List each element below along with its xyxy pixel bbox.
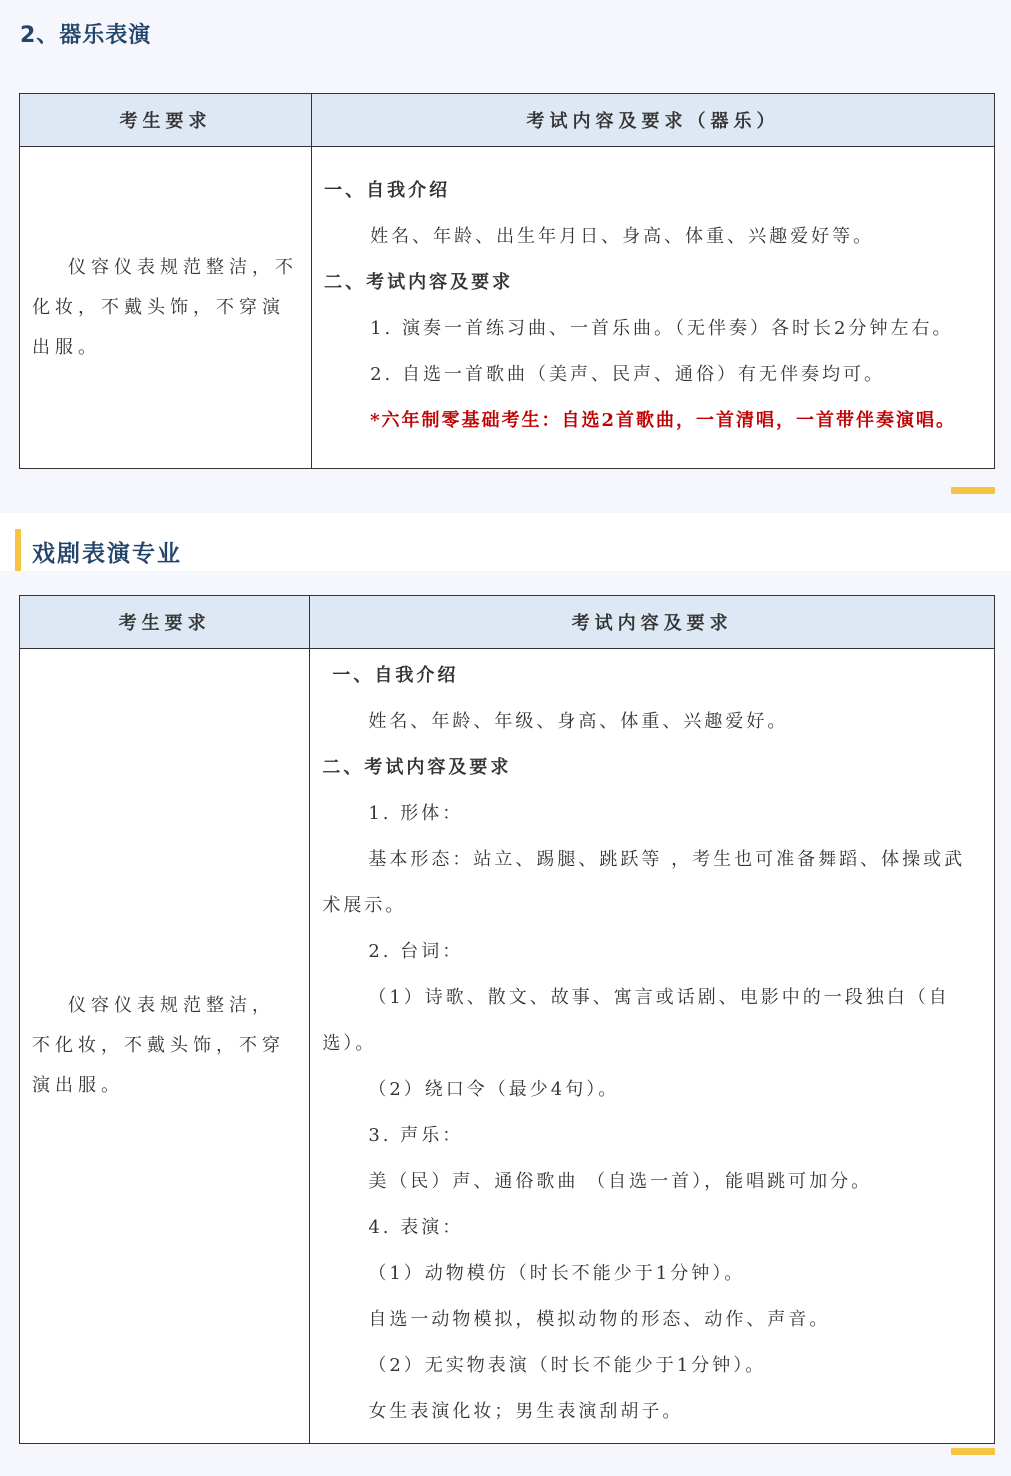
section-heading-drama: 戏剧表演专业 [32,541,182,567]
content-line: 基本形态：站立、踢腿、跳跃等 ，考生也可准备舞蹈、体操或武术展示。 [322,849,966,916]
content-line: 1. 形体： [368,803,464,824]
exam-content-cell [312,147,995,469]
content-line: （1）诗歌、散文、故事、寓言或话剧、电影中的一段独白（自选）。 [322,987,950,1054]
candidate-requirement-text [20,649,310,1444]
content-line: （2）绕口令（最少4句）。 [368,1079,620,1100]
column-header-content: 考试内容及要求（器乐） [312,94,995,147]
content-line: 3. 声乐： [368,1125,464,1146]
content-line: 美（民）声、通俗歌曲 （自选一首），能唱跳可加分。 [368,1171,873,1192]
column-header-content: 考试内容及要求 [310,596,995,649]
subheading-exam-content: 二、考试内容及要求 [322,757,512,778]
content-line: 2. 自选一首歌曲（美声、民声、通俗）有无伴奏均可。 [370,363,886,385]
content-line: （1）动物模仿（时长不能少于1分钟）。 [368,1263,746,1284]
table-row [20,649,995,1444]
section-heading-instrumental: 2、器乐表演 [20,23,152,48]
exam-content-cell [310,649,995,1444]
drama-requirements-table [19,595,995,1444]
subheading-self-intro: 一、自我介绍 [332,665,459,686]
content-line: 自选一动物模拟，模拟动物的形态、动作、声音。 [368,1309,831,1330]
accent-dash [951,1448,995,1455]
content-line: 姓名、年龄、年级、身高、体重、兴趣爱好。 [368,711,789,732]
content-line: （2）无实物表演（时长不能少于1分钟）。 [368,1355,767,1376]
content-line: 女生表演化妆；男生表演刮胡子。 [368,1401,684,1422]
content-line: 4. 表演： [368,1217,464,1238]
table-row [20,147,995,469]
content-line: 姓名、年龄、出生年月日、身高、体重、兴趣爱好等。 [370,225,875,247]
column-header-candidate: 考生要求 [20,94,312,147]
candidate-requirement-paragraph: 仪容仪表规范整洁，不化妆，不戴头饰，不穿演出服。 [32,995,285,1096]
section-marker-bar [15,529,21,571]
column-header-candidate: 考生要求 [20,596,310,649]
subheading-exam-content: 二、考试内容及要求 [324,271,514,293]
accent-dash [951,487,995,494]
candidate-requirement-text [20,147,312,469]
subheading-self-intro: 一、自我介绍 [324,179,451,201]
table-header-row [20,596,995,649]
table-header-row [20,94,995,147]
candidate-requirement-paragraph: 仪容仪表规范整洁，不化妆，不戴头饰，不穿演出服。 [32,256,298,358]
content-line: 1. 演奏一首练习曲、一首乐曲。（无伴奏）各时长2分钟左右。 [370,317,954,339]
content-line: 2. 台词： [368,941,464,962]
instrumental-requirements-table [19,93,995,469]
highlight-note: *六年制零基础考生：自选2首歌曲，一首清唱，一首带伴奏演唱。 [370,409,957,431]
